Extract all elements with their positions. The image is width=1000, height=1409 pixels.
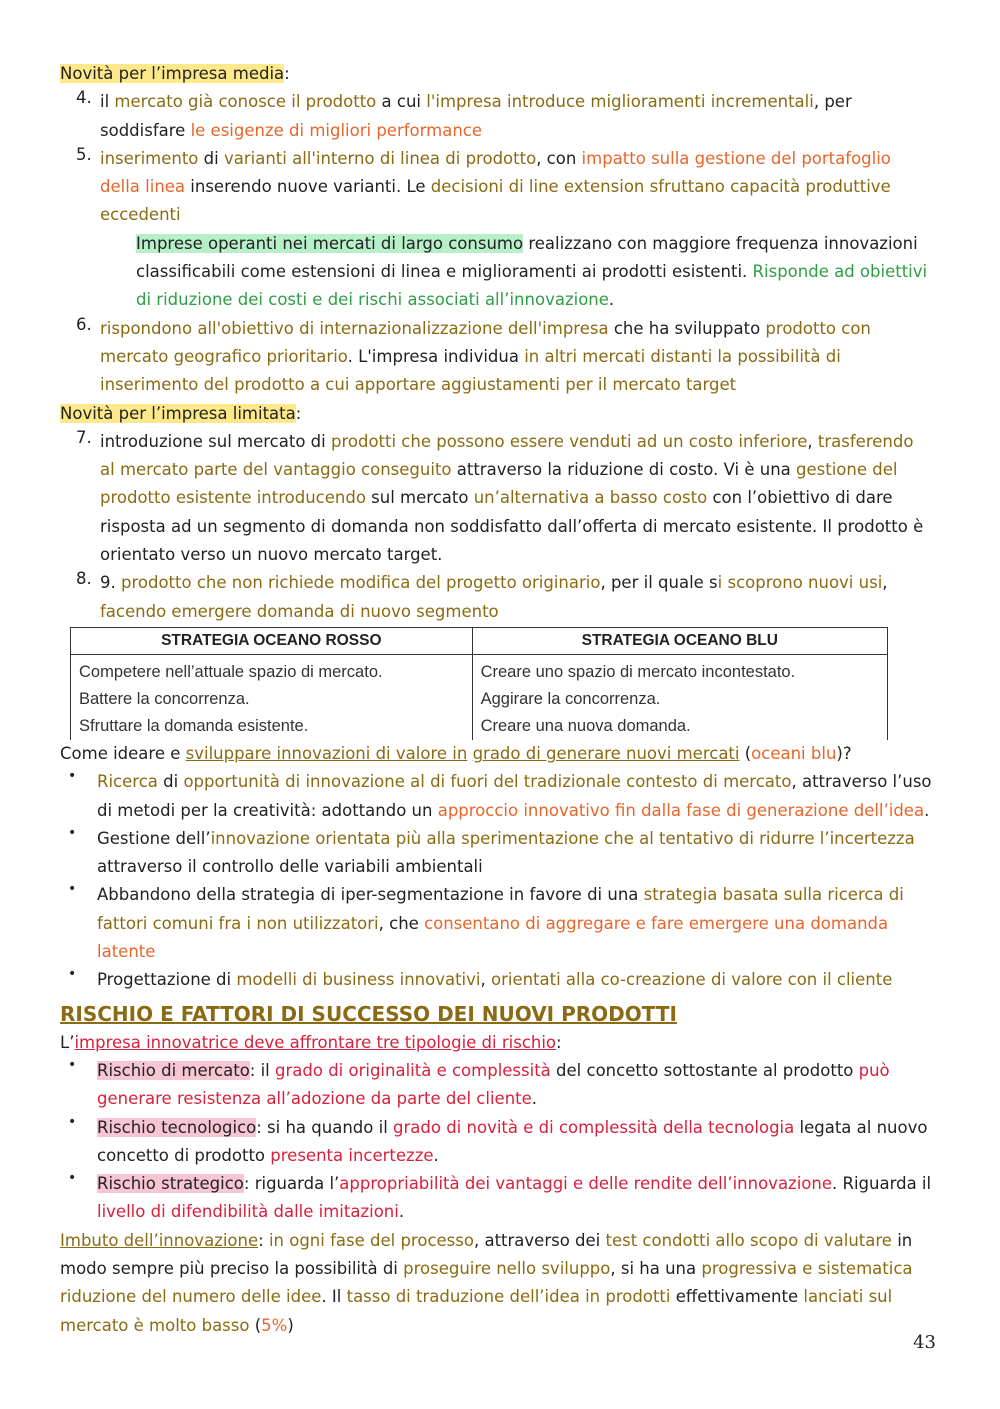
list-item-7: 7. introduzione sul mercato di prodotti che possono essere venduti ad un costo inferiore, trasferendo al mercato parte del vantaggio conseguito attraverso la riduzione di costo. Vi è una gestione del prodotto esistente introducendo sul mercato un’alternativa a basso costo con l’obiettivo di dare risposta ad un segmento di domanda non soddisfatto dall’offerta di mercato esistente. Il prodotto è orientato verso un nuovo mercato target. bbox=[76, 427, 924, 565]
list-item-8: 8. 9. prodotto che non richiede modifica del progetto originario, per il quale si scoprono nuovi usi, facendo emergere domanda di nuovo segmento bbox=[76, 569, 888, 621]
table-cell-blue: Creare uno spazio di mercato incontestato. Aggirare la concorrenza. Creare una nuova domanda. bbox=[472, 655, 887, 741]
table-header-red: STRATEGIA OCEANO ROSSO bbox=[71, 628, 473, 655]
list-item-5-note: Imprese operanti nei mercati di largo consumo realizzano con maggiore frequenza innovazioni classificabili come estensioni di linea e miglioramenti ai prodotti esistenti. Risponde ad obiettivi di riduzione dei costi e dei rischi associati all’innovazione. bbox=[136, 233, 928, 310]
risk-item-market: • Rischio di mercato: il grado di originalità e complessità del concetto sottostante al prodotto può generare resistenza all’adozione da parte del cliente. bbox=[68, 1056, 890, 1109]
risk-intro: L’impresa innovatrice deve affrontare tre tipologie di rischio: bbox=[60, 1032, 562, 1052]
page-number: 43 bbox=[913, 1332, 936, 1353]
section-heading-media: Novità per l’impresa media: bbox=[60, 64, 290, 83]
section-heading-limitata: Novità per l’impresa limitata: bbox=[60, 403, 302, 423]
table-header-blue: STRATEGIA OCEANO BLU bbox=[472, 628, 887, 655]
funnel-paragraph: Imbuto dell’innovazione: in ogni fase del processo, attraverso dei test condotti allo scopo di valutare in modo sempre più preciso la possibilità di proseguire nello sviluppo, si ha una progressiva e sistematica riduzione del numero delle idee. Il tasso di traduzione dell’idea in prodotti effettivamente lanciati sul mercato è molto basso (5%) bbox=[60, 1230, 913, 1335]
bullet-item-1: • Ricerca di opportunità di innovazione al di fuori del tradizionale contesto di mercato, attraverso l’uso di metodi per la creatività: adottando un approccio innovativo fin dalla fase di generazione dell’idea. bbox=[68, 768, 932, 820]
ocean-strategy-table bbox=[70, 627, 888, 740]
list-item-4: 4. il mercato già conosce il prodotto a cui l'impresa introduce miglioramenti incrementali, per soddisfare le esigenze di migliori performance bbox=[76, 88, 852, 140]
question-line: Come ideare e sviluppare innovazioni di valore in grado di generare nuovi mercati (oceani blu)? bbox=[60, 743, 852, 763]
bullet-item-3: • Abbandono della strategia di iper-segmentazione in favore di una strategia basata sulla ricerca di fattori comuni fra i non utilizzatori, che consentano di aggregare e fare emergere una domanda latente bbox=[68, 881, 904, 962]
list-item-5: 5. inserimento di varianti all'interno di linea di prodotto, con impatto sulla gestione del portafoglio della linea inserendo nuove varianti. Le decisioni di line extension sfruttano capacità produttive eccedenti bbox=[76, 144, 891, 225]
list-item-6: 6. rispondono all'obiettivo di internazionalizzazione dell'impresa che ha sviluppato prodotto con mercato geografico prioritario. L'impresa individua in altri mercati distanti la possibilità di inserimento del prodotto a cui apportare aggiustamenti per il mercato target bbox=[76, 314, 871, 395]
document-page bbox=[60, 60, 940, 1340]
table-cell-red: Competere nell’attuale spazio di mercato. Battere la concorrenza. Sfruttare la domanda esistente. bbox=[71, 655, 473, 741]
bullet-item-2: • Gestione dell’innovazione orientata più alla sperimentazione che al tentativo di ridurre l’incertezza attraverso il controllo delle variabili ambientali bbox=[68, 824, 915, 877]
bullet-item-4: • Progettazione di modelli di business innovativi, orientati alla co-creazione di valore con il cliente bbox=[68, 966, 893, 990]
section-title: RISCHIO E FATTORI DI SUCCESSO DEI NUOVI PRODOTTI bbox=[60, 1001, 677, 1026]
risk-item-strategic: • Rischio strategico: riguarda l’appropriabilità dei vantaggi e delle rendite dell’innovazione. Riguarda il livello di difendibilità dalle imitazioni. bbox=[68, 1170, 932, 1222]
risk-item-technology: • Rischio tecnologico: si ha quando il grado di novità e di complessità della tecnologia legata al nuovo concetto di prodotto presenta incertezze. bbox=[68, 1113, 928, 1165]
